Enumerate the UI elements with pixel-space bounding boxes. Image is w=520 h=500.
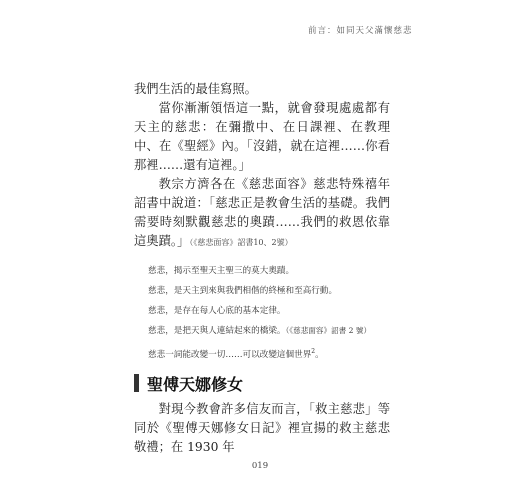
quote-line: 慈悲，是存在每人心底的基本定律。 xyxy=(148,305,286,316)
quote-line: 慈悲，是天主到來與我們相偕的終極和至高行動。 xyxy=(148,285,338,296)
paragraph: 我們生活的最佳寫照。 xyxy=(134,82,257,96)
paragraph: 對現今教會許多信友而言，「救主慈悲」等同於《聖傅天娜修女日記》裡宣揚的救主慈悲敬禮；在 1930 年 xyxy=(134,402,390,454)
section-title: 聖傅天娜修女 xyxy=(147,374,244,394)
page-number: 019 xyxy=(251,461,269,471)
quote-text: 慈悲一詞能改變一切……可以改變這個世界 xyxy=(148,350,312,361)
section-heading xyxy=(134,374,243,392)
footnote-marker[interactable]: 2 xyxy=(311,348,316,356)
quote-block xyxy=(134,262,390,366)
paragraph xyxy=(134,175,390,252)
quote-end: 。 xyxy=(315,350,324,361)
heading-bar xyxy=(134,374,139,392)
citation: （《慈悲面容》詔書10、2號） xyxy=(189,238,293,247)
quote-text: 慈悲，是把天與人連結起來的橋梁。 xyxy=(148,326,286,337)
section-body xyxy=(134,400,390,457)
main-text xyxy=(134,80,390,366)
paragraph: 當你漸漸領悟這一點，就會發現處處都有天主的慈悲：在彌撒中、在日課裡、在教理中、在《聖經》內。「沒錯，就在這裡……你看那裡……還有這裡。」 xyxy=(134,101,390,172)
quote-line xyxy=(148,342,390,366)
paragraph-text: 教宗方濟各在《慈悲面容》慈悲特殊禧年詔書中說道：「慈悲正是教會生活的基礎。我們需要時刻默觀慈悲的奧蹟……我們的救恩依靠這奧蹟。」 xyxy=(134,177,390,248)
quote-line: 慈悲，揭示至聖天主聖三的莫大奧蹟。 xyxy=(148,266,295,276)
running-header: 前言：如同天父滿懷慈悲 xyxy=(308,26,413,36)
quote-line xyxy=(148,321,390,342)
quote-citation: （《慈悲面容》詔書 2 號） xyxy=(285,326,372,336)
